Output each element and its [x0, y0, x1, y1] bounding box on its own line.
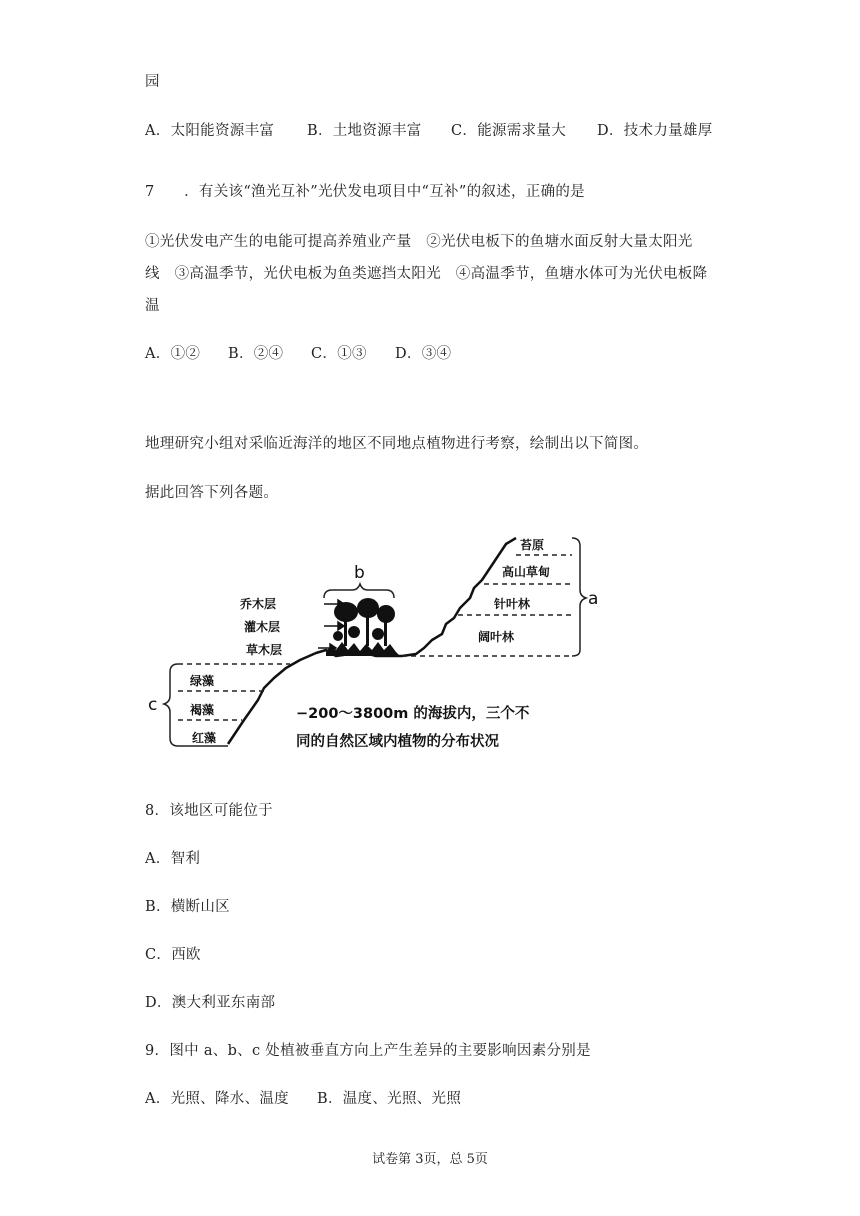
continuation-text: 园 [145, 74, 160, 90]
zone-brown-algae: 褐藻 [190, 703, 215, 717]
q7-option-c: C．①③ [311, 346, 367, 362]
q7-option-a: A．①② [145, 346, 201, 362]
zone-coniferous-forest: 针叶林 [494, 597, 531, 611]
q6-option-a: A．太阳能资源丰富 [145, 123, 275, 139]
q7-items-line2: 线 ③高温季节，光伏电板为鱼类遮挡太阳光 ④高温季节，鱼塘水体可为光伏电板降 [145, 266, 708, 282]
page-footer: 试卷第 3页，总 5页 [372, 1152, 488, 1167]
intro-line2: 据此回答下列各题。 [145, 485, 279, 501]
q6-option-d: D．技术力量雄厚 [597, 123, 713, 139]
q7-option-b: B．②④ [228, 346, 284, 362]
q8-option-b: B．横断山区 [145, 899, 230, 915]
figure-caption-line2: 同的自然区域内植物的分布状况 [296, 734, 499, 750]
forest-layers-illustration [326, 598, 400, 656]
zone-tundra: 苔原 [520, 538, 545, 552]
label-c: c [148, 695, 158, 715]
q9-stem: 9．图中 a、b、c 处植被垂直方向上产生差异的主要影响因素分别是 [145, 1043, 591, 1059]
q9-options [145, 1089, 461, 1109]
zone-broadleaf-forest: 阔叶林 [478, 630, 515, 644]
q6-option-b: B．土地资源丰富 [307, 123, 422, 139]
intro-line1: 地理研究小组对采临近海洋的地区不同地点植物进行考察，绘制出以下简图。 [145, 436, 649, 452]
q8-option-a: A．智利 [145, 851, 201, 867]
label-a: a [588, 589, 599, 609]
q6-option-c: C．能源需求量大 [451, 123, 566, 139]
figure-caption-line1: −200～3800m 的海拔内，三个不 [296, 706, 530, 722]
zone-red-algae: 红藻 [192, 731, 217, 745]
q8-option-d: D．澳大利亚东南部 [145, 995, 276, 1011]
q8-option-c: C．西欧 [145, 947, 201, 963]
zone-green-algae: 绿藻 [190, 674, 215, 688]
q7-items-line1: ①光伏发电产生的电能可提高养殖业产量 ②光伏电板下的鱼塘水面反射大量太阳光 [145, 234, 693, 250]
q9-option-b: B．温度、光照、光照 [317, 1091, 462, 1107]
layer-herb: 草木层 [246, 643, 283, 657]
layer-shrub: 灌木层 [244, 620, 281, 634]
q7-items-line3: 温 [145, 298, 160, 314]
q6-options [145, 121, 713, 141]
brace-b [324, 584, 394, 598]
q8-stem: 8．该地区可能位于 [145, 803, 273, 819]
q7-option-d: D．③④ [395, 346, 452, 362]
q7-stem: 7 ．有关该“渔光互补”光伏发电项目中“互补”的叙述，正确的是 [145, 184, 585, 200]
q9-option-a: A．光照、降水、温度 [145, 1091, 289, 1107]
zone-alpine-meadow: 高山草甸 [502, 565, 551, 579]
label-b: b [354, 563, 365, 583]
brace-a [572, 538, 586, 656]
layer-tree: 乔木层 [240, 597, 277, 611]
vegetation-distribution-diagram [140, 528, 599, 760]
q7-options [145, 344, 451, 364]
